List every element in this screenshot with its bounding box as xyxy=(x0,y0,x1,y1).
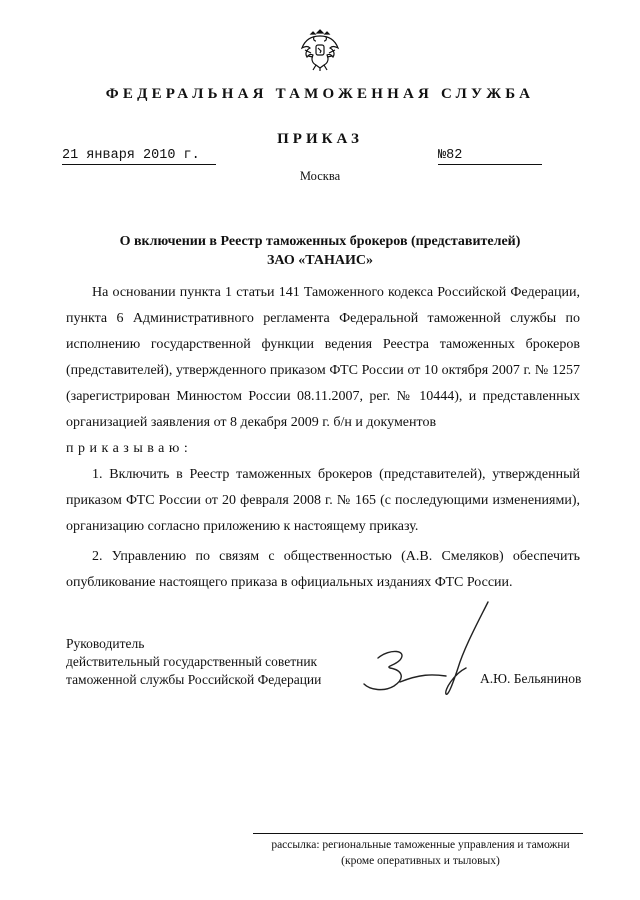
order-item-2: 2. Управлению по связям с общественностью (А.В. Смеляков) обеспечить опубликование настоящего приказа в официальных изданиях ФТС России. xyxy=(66,549,580,590)
emblem-icon xyxy=(299,26,341,72)
document-date: 21 января 2010 г. xyxy=(62,148,216,165)
distribution-line-2: (кроме оперативных и тыловых) xyxy=(341,855,500,867)
distribution-list xyxy=(253,837,588,869)
document-heading xyxy=(90,232,550,270)
document-number: №82 xyxy=(438,148,542,165)
distribution-line-1: рассылка: региональные таможенные управления и таможни xyxy=(271,839,570,851)
heading-line-1: О включении в Реестр таможенных брокеров (представителей) xyxy=(119,234,521,249)
document-body xyxy=(66,280,580,596)
agency-name: ФЕДЕРАЛЬНАЯ ТАМОЖЕННАЯ СЛУЖБА xyxy=(105,86,535,102)
position-line-1: Руководитель xyxy=(66,636,145,651)
handwritten-signature xyxy=(350,598,500,698)
signatory-position xyxy=(66,635,321,689)
document-city: Москва xyxy=(299,169,341,183)
heading-line-2: ЗАО «ТАНАИС» xyxy=(267,253,373,268)
order-word: приказываю: xyxy=(66,441,193,456)
signatory-name: А.Ю. Бельянинов xyxy=(480,671,582,686)
position-line-3: таможенной службы Российской Федерации xyxy=(66,672,322,687)
distribution-divider xyxy=(253,833,583,834)
document-type-title: ПРИКАЗ xyxy=(277,131,363,147)
order-item-1: 1. Включить в Реестр таможенных брокеров (представителей), утвержденный приказом ФТС России от 20 февраля 2008 г. № 165 (с последующими изменениями), организацию согласно приложению к настоящему приказу. xyxy=(66,467,580,534)
preamble-paragraph: На основании пункта 1 статьи 141 Таможенного кодекса Российской Федерации, пункта 6 Административного регламента Федеральной таможенной службы по исполнению государственной функции ведения Реестра таможенных брокеров (представителей), утвержденного приказом ФТС России от 10 октября 2007 г. № 1257 (зарегистрирован Минюстом России 08.11.2007, рег. № 10444), и представленных организацией заявления от 8 декабря 2009 г. б/н и документов xyxy=(66,285,580,430)
position-line-2: действительный государственный советник xyxy=(66,654,318,669)
